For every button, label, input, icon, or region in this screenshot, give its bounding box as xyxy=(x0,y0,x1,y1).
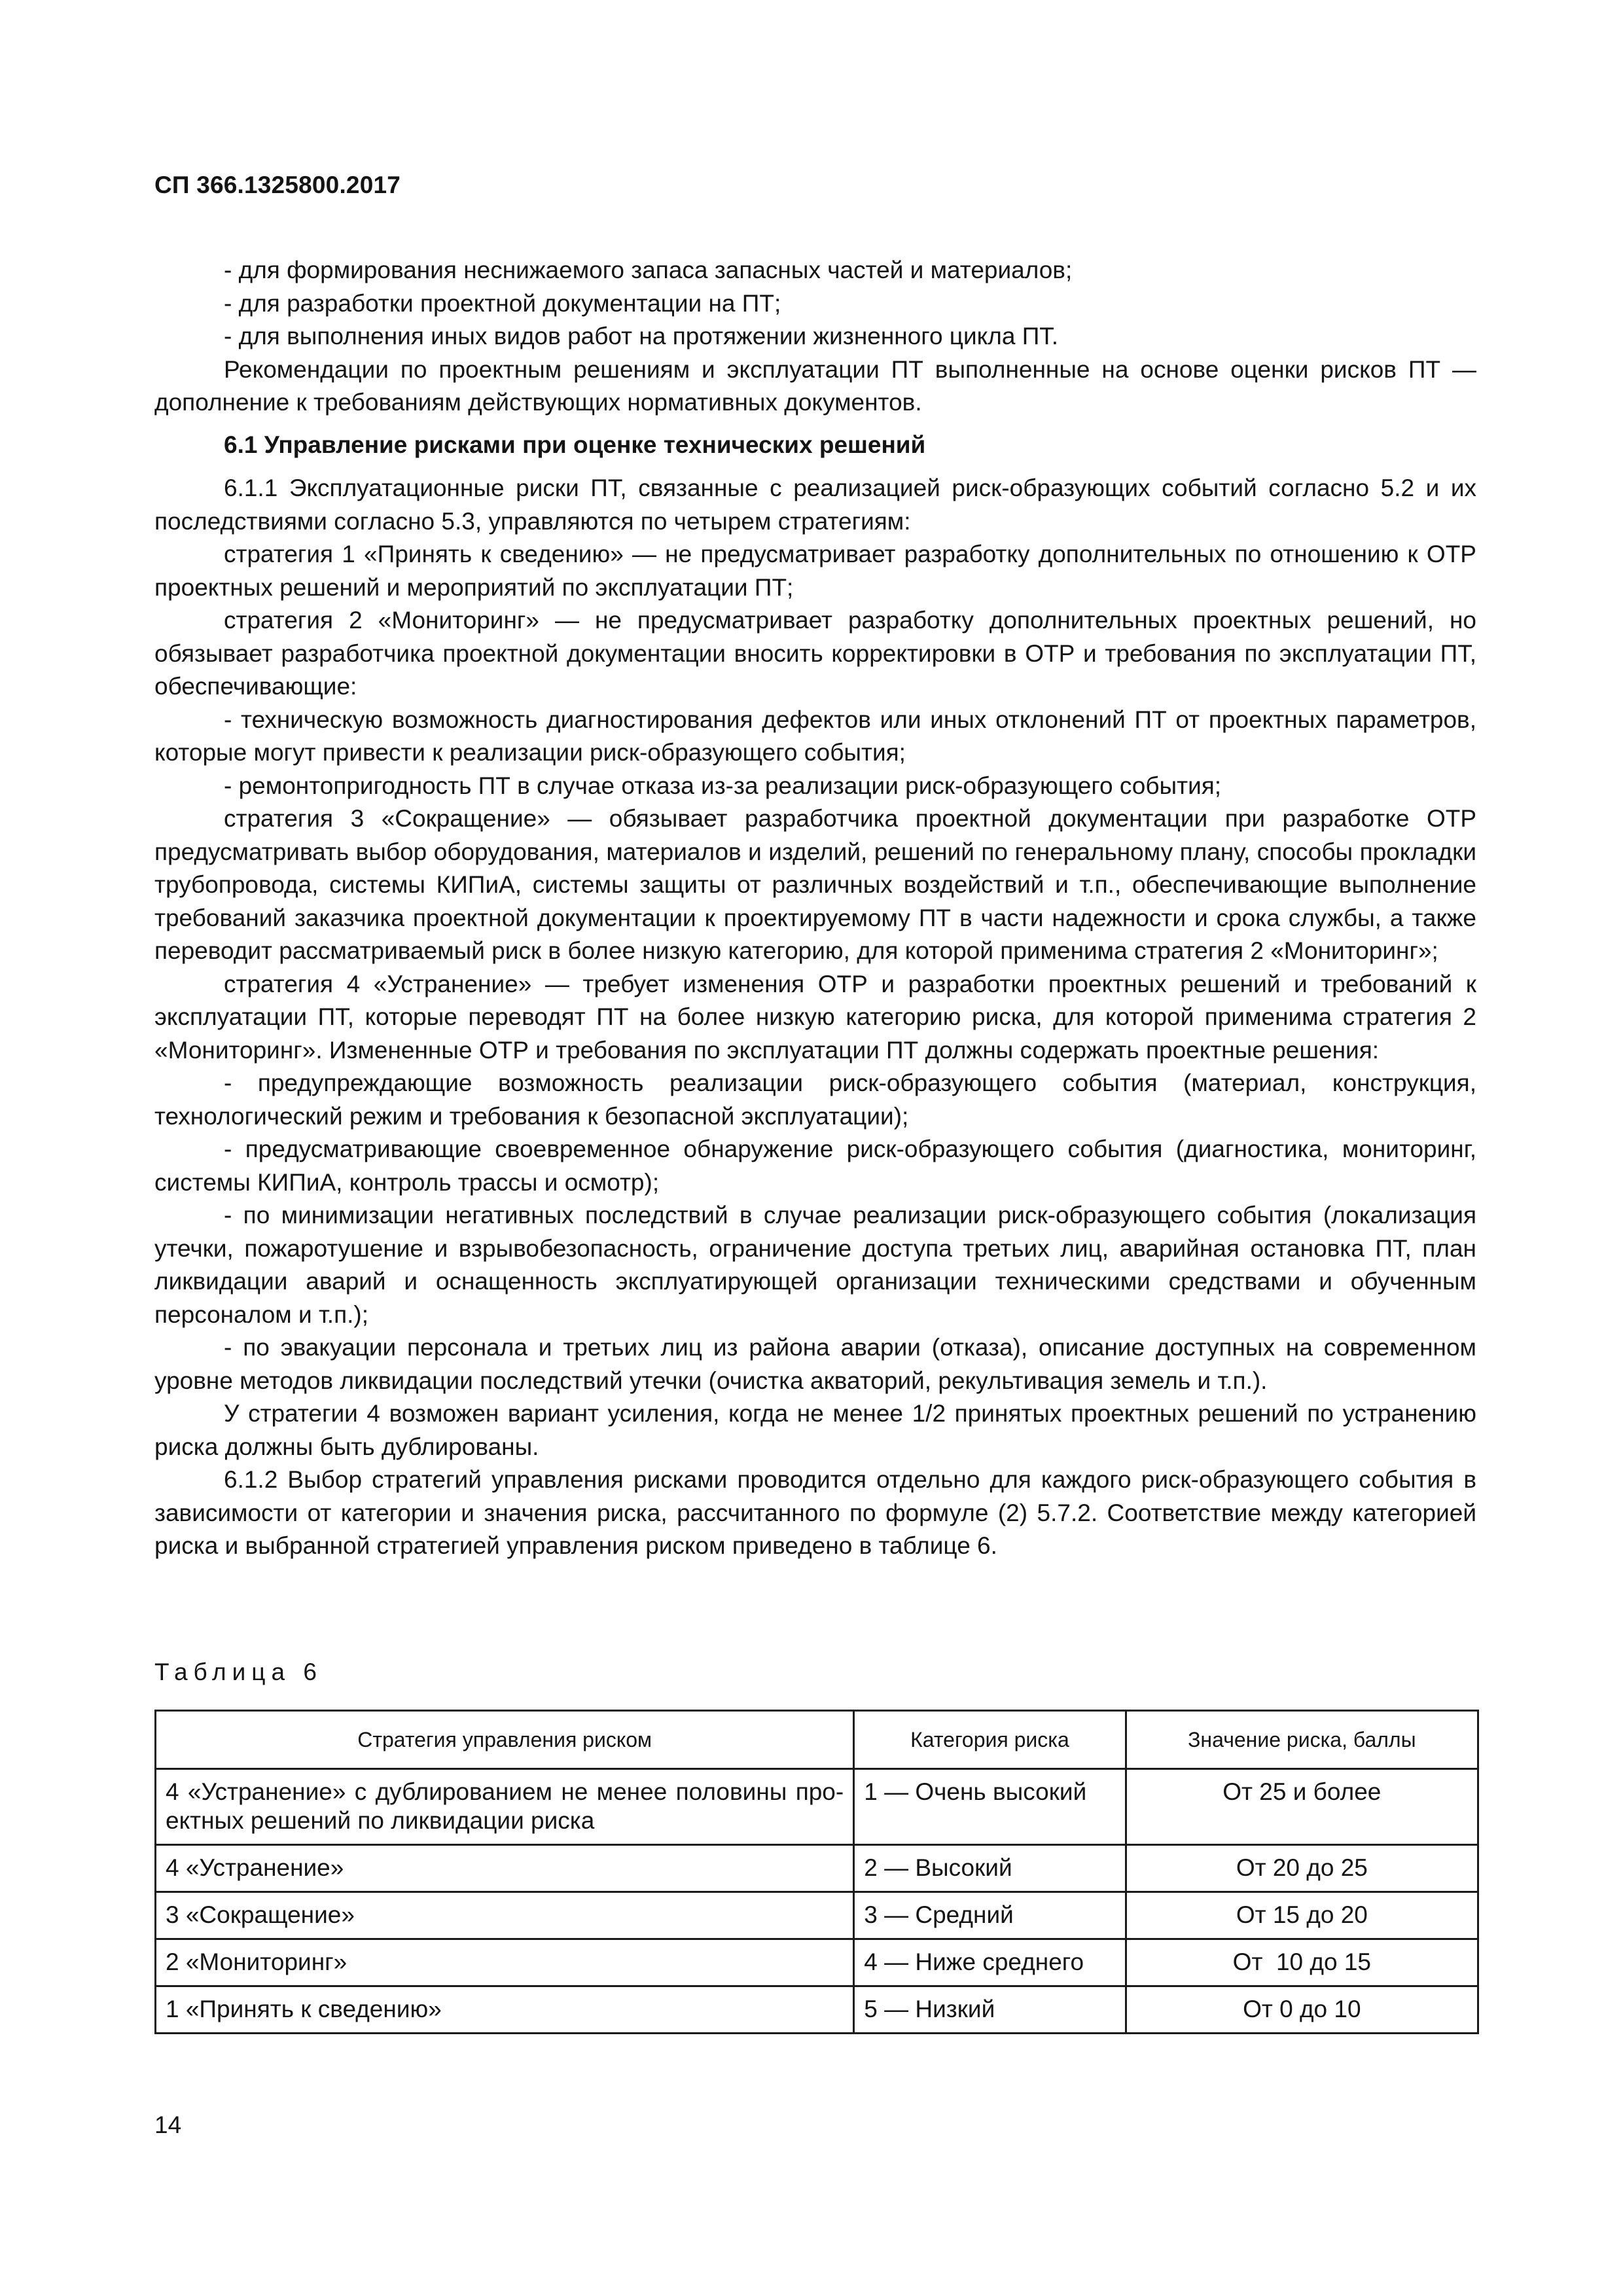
section-paragraph: стратегия 1 «Принять к сведению» — не предусматривает разработку дополнительных по отношению к ОТР проектных решений и мероприятий по эксплуатации ПТ; xyxy=(154,541,1476,601)
cell-strategy: 2 «Мониторинг» xyxy=(156,1939,854,1986)
table-row xyxy=(156,1939,1478,1986)
table-row xyxy=(156,1986,1478,2034)
section-paragraph: - по минимизации негативных последствий в случае реализации риск-образующего события (локализация утечки, пожаротушение и взрывобезопасность, ограничение доступа третьих лиц, аварийная остановка ПТ, план ликвидации аварий и оснащенность эксплуатирующей организации техническими средствами и обученным персоналом и т.п.); xyxy=(154,1202,1476,1328)
column-header-value: Значение риска, баллы xyxy=(1126,1711,1478,1769)
section-paragraph: 6.1.1 Эксплуатационные риски ПТ, связанные с реализацией риск-образующих событий согласно 5.2 и их последствиями согласно 5.3, управляются по четырем стратегиям: xyxy=(154,475,1476,535)
section-paragraph: стратегия 4 «Устранение» — требует изменения ОТР и разработки проектных решений и требований к эксплуатации ПТ, которые переводят ПТ на более низкую категорию риска, для которой применима стратегия 2 «Мониторинг». Измененные ОТР и требования по эксплуатации ПТ должны содержать проектные решения: xyxy=(154,970,1476,1064)
table-caption: Таблица 6 xyxy=(154,1659,323,1685)
intro-paragraph: - для формирования неснижаемого запаса запасных частей и материалов; xyxy=(224,257,1073,283)
cell-strategy: 1 «Принять к сведению» xyxy=(156,1986,854,2034)
section-paragraph: - предусматривающие своевременное обнаружение риск-образующего события (диагностика, мониторинг, системы КИПиА, контроль трассы и осмотр); xyxy=(154,1136,1476,1196)
cell-value: От 0 до 10 xyxy=(1126,1986,1478,2034)
cell-value: От 20 до 25 xyxy=(1126,1845,1478,1892)
table-row xyxy=(156,1845,1478,1892)
table-row xyxy=(156,1769,1478,1845)
section-paragraph: стратегия 3 «Сокращение» — обязывает разработчика проектной документации при разработке ОТР предусматривать выбор оборудования, материалов и изделий, решений по генеральному плану, способы прокладки трубопровода, системы КИПиА, системы защиты от различных воздействий и т.п., обеспечивающие выполнение требований заказчика проектной документации к проектируемому ПТ в части надежности и срока службы, а также переводит рассматриваемый риск в более низкую категорию, для которой применима стратегия 2 «Мониторинг»; xyxy=(154,805,1476,964)
section-paragraph: У стратегии 4 возможен вариант усиления, когда не менее 1/2 принятых проектных решений по устранению риска должны быть дублированы. xyxy=(154,1400,1476,1460)
cell-category: 2 — Высокий xyxy=(854,1845,1126,1892)
intro-paragraph: Рекомендации по проектным решениям и эксплуатации ПТ выполненные на основе оценки рисков ПТ — дополнение к требованиям действующих нормативных документов. xyxy=(154,355,1476,416)
cell-strategy: 4 «Устранение» xyxy=(156,1845,854,1892)
cell-value: От 15 до 20 xyxy=(1126,1892,1478,1939)
cell-strategy: 3 «Сокращение» xyxy=(156,1892,854,1939)
section-paragraph: - по эвакуации персонала и третьих лиц из района аварии (отказа), описание доступных на современном уровне методов ликвидации последствий утечки (очистка акваторий, рекультивация земель и т.п.). xyxy=(154,1334,1476,1394)
cell-category: 4 — Ниже среднего xyxy=(854,1939,1126,1986)
cell-category: 1 — Очень высокий xyxy=(854,1769,1126,1845)
section-paragraph: стратегия 2 «Мониторинг» — не предусматривает разработку дополнительных проектных решений, но обязывает разработчика проектной документации вносить корректировки в ОТР и требования по эксплуатации ПТ, обеспечивающие: xyxy=(154,607,1476,700)
cell-category: 5 — Низкий xyxy=(854,1986,1126,2034)
table-row xyxy=(156,1892,1478,1939)
cell-value: От 10 до 15 xyxy=(1126,1939,1478,1986)
section-heading: 6.1 Управление рисками при оценке технических решений xyxy=(224,431,926,458)
section-paragraph: - техническую возможность диагностирования дефектов или иных отклонений ПТ от проектных параметров, которые могут привести к реализации риск-образующего события; xyxy=(154,706,1476,766)
cell-category: 3 — Средний xyxy=(854,1892,1126,1939)
page-number: 14 xyxy=(154,2111,182,2138)
intro-paragraph: - для разработки проектной документации на ПТ; xyxy=(224,289,781,317)
body-text xyxy=(154,254,1476,1563)
column-header-category: Категория риска xyxy=(854,1711,1126,1769)
cell-value: От 25 и более xyxy=(1126,1769,1478,1845)
intro-paragraph: - для выполнения иных видов работ на протяжении жизненного цикла ПТ. xyxy=(224,323,1059,350)
cell-strategy: 4 «Устранение» с дублированием не менее половины проектных решений по ликвидации риска xyxy=(156,1769,854,1845)
section-paragraph: - предупреждающие возможность реализации риск-образующего события (материал, конструкция, технологический режим и требования к безопасной эксплуатации); xyxy=(154,1069,1476,1130)
section-paragraph: 6.1.2 Выбор стратегий управления рисками проводится отдельно для каждого риск-образующего события в зависимости от категории и значения риска, рассчитанного по формуле (2) 5.7.2. Соответствие между категорией риска и выбранной стратегией управления риском приведено в таблице 6. xyxy=(154,1466,1476,1559)
column-header-strategy: Стратегия управления риском xyxy=(156,1711,854,1769)
document-code: СП 366.1325800.2017 xyxy=(154,171,401,198)
section-paragraph: - ремонтопригодность ПТ в случае отказа из-за реализации риск-образующего события; xyxy=(224,772,1222,799)
table-header-row xyxy=(156,1711,1478,1769)
risk-strategy-table xyxy=(154,1710,1479,2034)
